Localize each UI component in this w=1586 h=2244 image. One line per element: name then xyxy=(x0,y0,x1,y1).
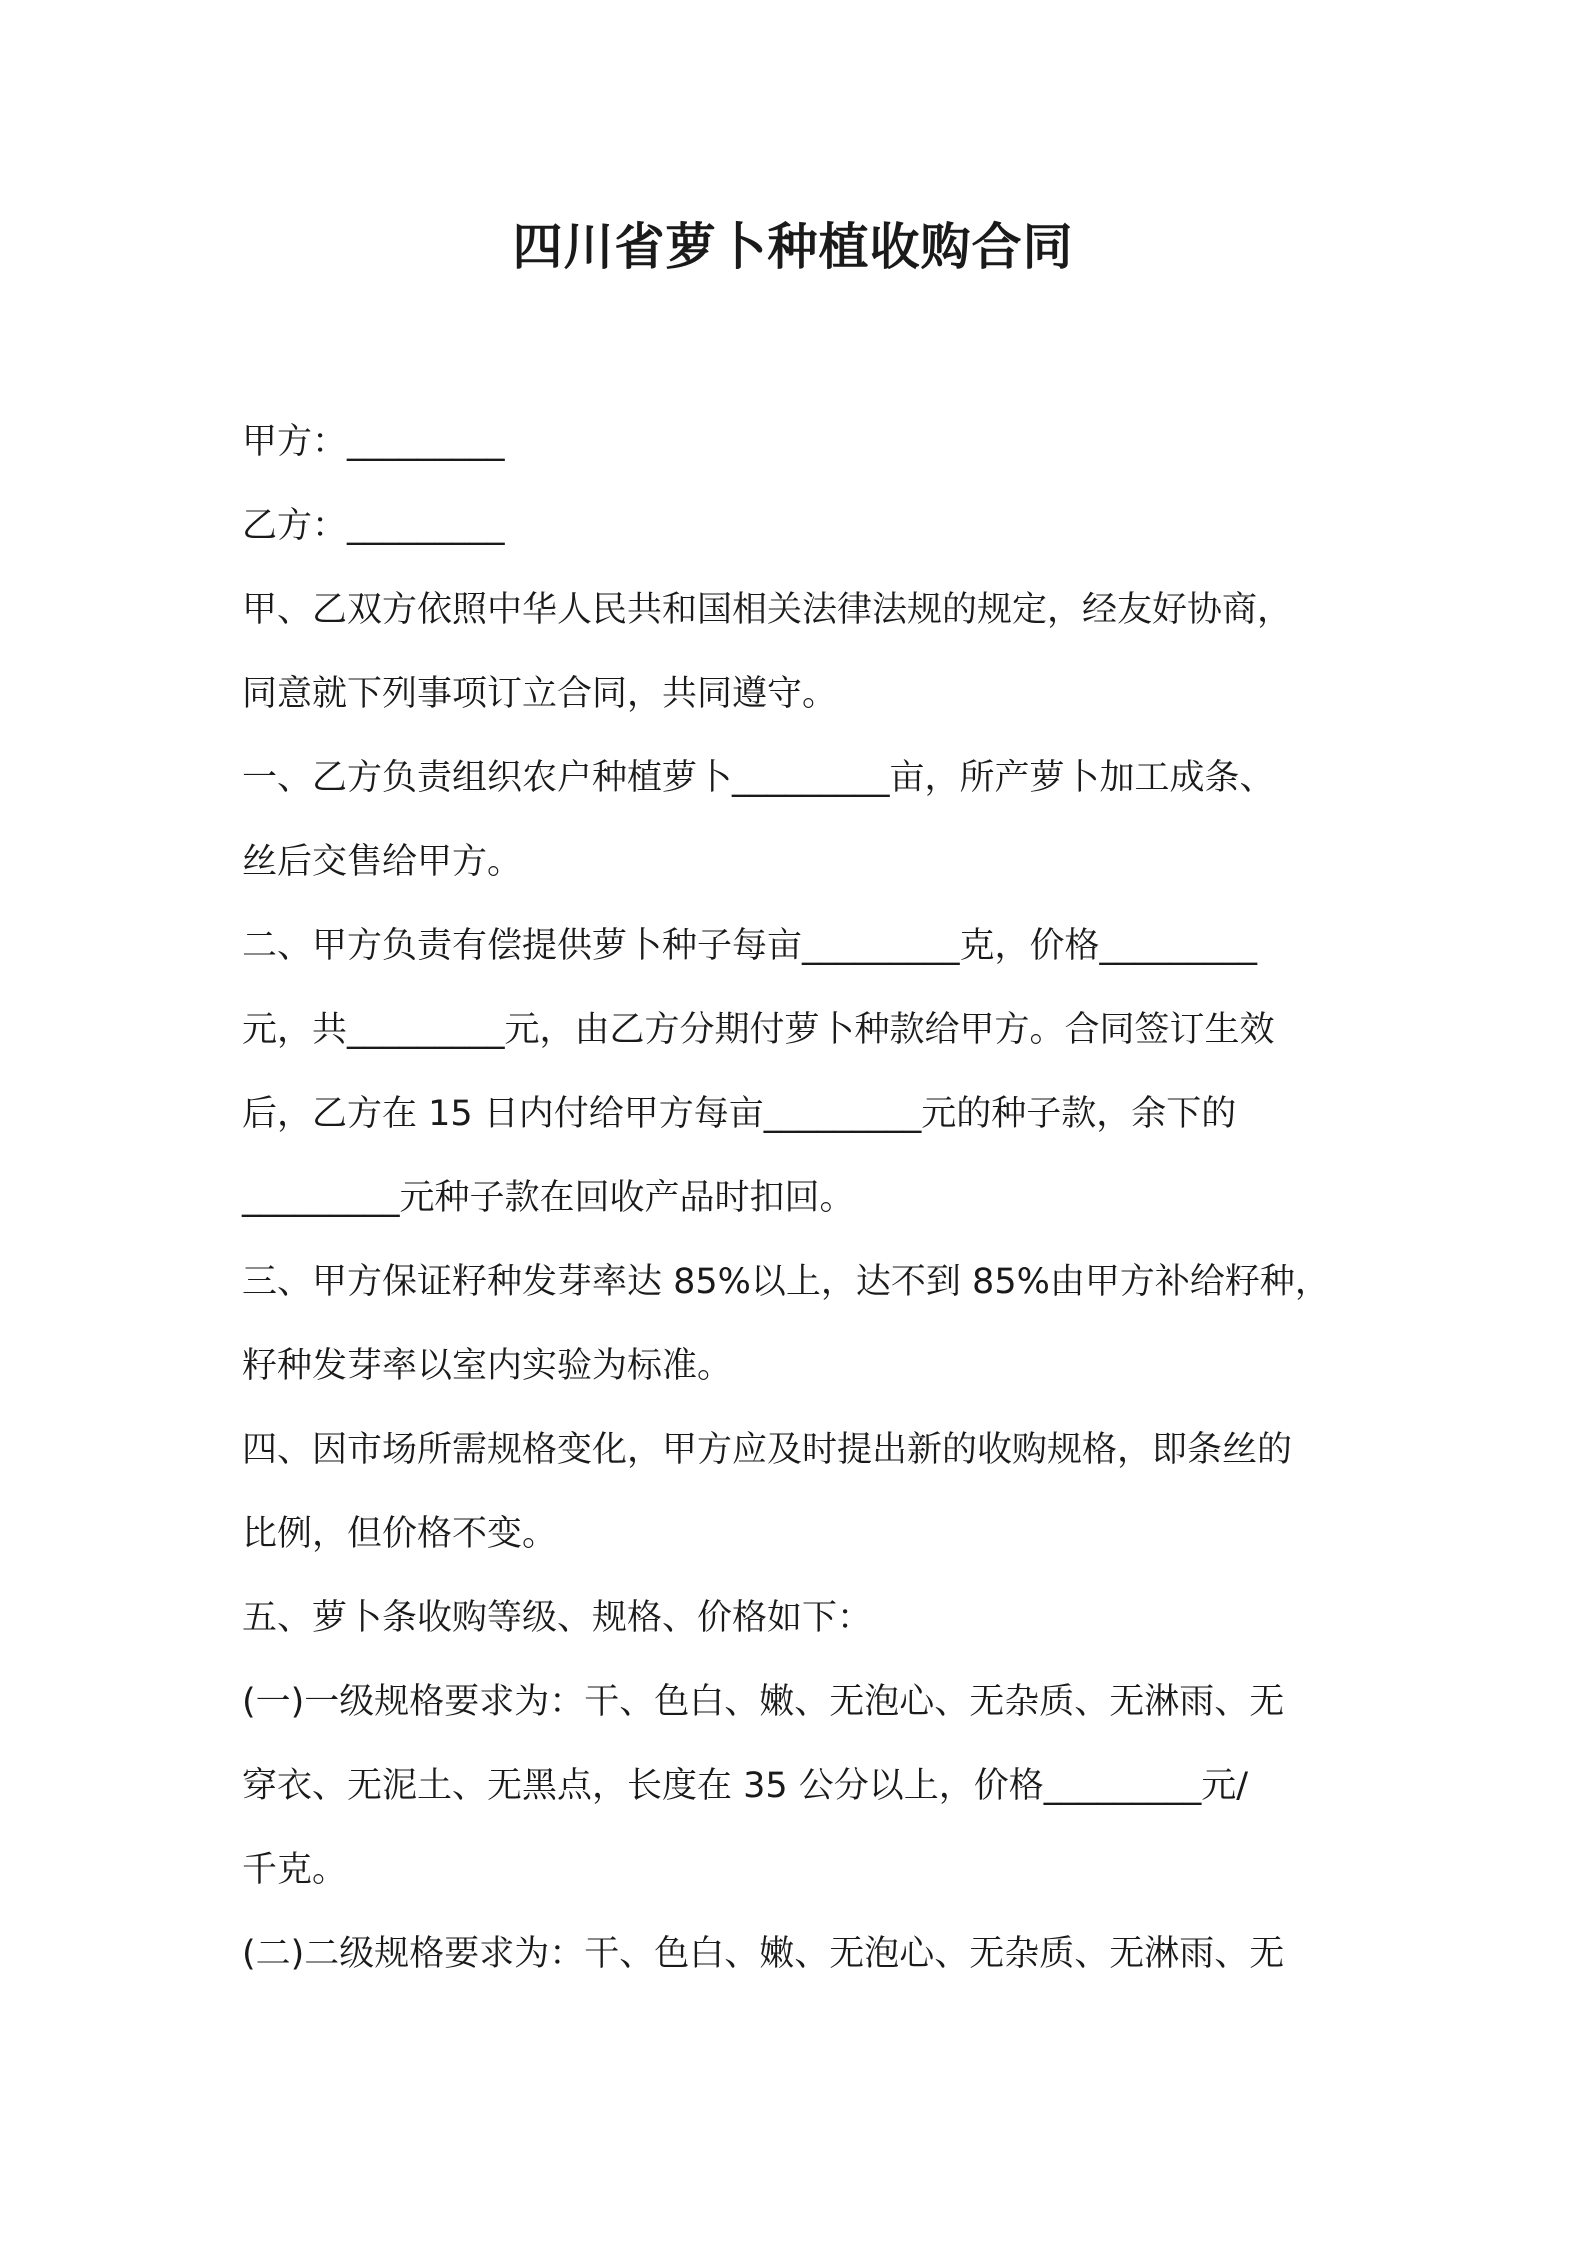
preamble-line: 同意就下列事项订立合同，共同遵守。 xyxy=(242,674,838,714)
clause-4-line: 四、因市场所需规格变化，甲方应及时提出新的收购规格，即条丝的 xyxy=(242,1430,1293,1470)
clause-2-line: _________元种子款在回收产品时扣回。 xyxy=(242,1178,855,1218)
clause-2-line: 后，乙方在 15 日内付给甲方每亩_________元的种子款，余下的 xyxy=(242,1094,1237,1134)
clause-2-line: 元，共_________元，由乙方分期付萝卜种款给甲方。合同签订生效 xyxy=(242,1010,1275,1050)
clause-2-line: 二、甲方负责有偿提供萝卜种子每亩_________克，价格_________ xyxy=(242,926,1258,966)
clause-4-line: 比例，但价格不变。 xyxy=(242,1514,558,1554)
party-b-line: 乙方：_________ xyxy=(242,506,505,546)
clause-5-line: 五、萝卜条收购等级、规格、价格如下： xyxy=(242,1598,873,1638)
grade-1-line: (一)一级规格要求为：干、色白、嫩、无泡心、无杂质、无淋雨、无 xyxy=(242,1682,1285,1722)
grade-2-line: (二)二级规格要求为：干、色白、嫩、无泡心、无杂质、无淋雨、无 xyxy=(242,1934,1285,1974)
contract-body xyxy=(242,400,1377,1996)
grade-1-line: 千克。 xyxy=(242,1850,348,1890)
party-a-line: 甲方：_________ xyxy=(242,422,505,462)
clause-3-line: 籽种发芽率以室内实验为标准。 xyxy=(242,1346,733,1386)
grade-1-line: 穿衣、无泥土、无黑点，长度在 35 公分以上，价格_________元/ xyxy=(242,1766,1249,1806)
clause-3-line: 三、甲方保证籽种发芽率达 85%以上，达不到 85%由甲方补给籽种， xyxy=(242,1262,1330,1302)
clause-1-line: 丝后交售给甲方。 xyxy=(242,842,523,882)
document-title: 四川省萝卜种植收购合同 xyxy=(512,218,1074,276)
clause-1-line: 一、乙方负责组织农户种植萝卜_________亩，所产萝卜加工成条、 xyxy=(242,758,1275,798)
preamble-line: 甲、乙双方依照中华人民共和国相关法律法规的规定，经友好协商， xyxy=(242,590,1293,630)
